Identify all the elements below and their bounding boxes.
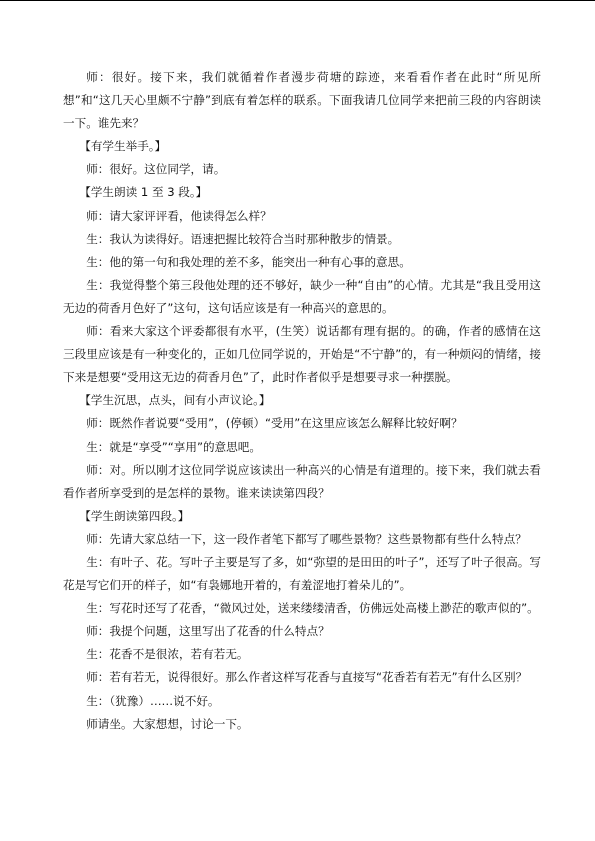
paragraph-12: 生：有叶子、花。写叶子主要是写了多，如“弥望的是田田的叶子”，还写了叶子很高。写花是写它们开的样子，如“有袅娜地开着的，有羞涩地打着朵儿的”。 <box>63 554 541 593</box>
paragraph-11: 师：先请大家总结一下，这一段作者笔下都写了哪些景物？这些景物都有些什么特点？ <box>86 531 527 546</box>
paragraph-15: 生：花香不是很浓，若有若无。 <box>86 647 249 662</box>
paragraph-1: 师：很好。接下来，我们就循着作者漫步荷塘的踪迹，来看看作者在此时“所见所想”和“这几天心里颇不宁静”到底有着怎样的联系。下面我请几位同学来把前三段的内容朗读一下。谁先来？ <box>63 70 541 131</box>
paragraph-5: 生：他的第一句和我处理的差不多，能突出一种有心事的意思。 <box>86 254 411 269</box>
paragraph-9: 生：就是“享受”“享用”的意思吧。 <box>86 439 261 454</box>
stage-direction-1: 【有学生举手。】 <box>79 139 167 154</box>
paragraph-7: 师：看来大家这个评委都很有水平，(生笑）说话都有理有据的。的确，作者的感情在这三段里应该是有一种变化的，正如几位同学说的，开始是“不宁静”的，有一种烦闷的情绪，接下来是想要“受用这无边的荷香月色”了，此时作者似乎是想要寻求一种摆脱。 <box>63 324 541 385</box>
stage-direction-3: 【学生沉思，点头，间有小声议论。】 <box>79 393 271 408</box>
paragraph-6: 生：我觉得整个第三段他处理的还不够好，缺少一种“自由”的心情。尤其是“我且受用这无边的荷香月色好了”这句，这句话应该是有一种高兴的意思的。 <box>63 277 541 315</box>
paragraph-3: 师：请大家评评看，他读得怎么样？ <box>86 208 272 223</box>
stage-direction-4: 【学生朗读第四段。】 <box>79 508 190 523</box>
paragraph-16: 师：若有若无，说得很好。那么作者这样写花香与直接写“花香若有若无”有什么区别？ <box>86 670 528 685</box>
paragraph-4: 生：我认为读得好。语速把握比较符合当时那种散步的情景。 <box>86 231 400 246</box>
document-body <box>63 66 541 736</box>
paragraph-14: 师：我提个问题，这里写出了花香的什么特点？ <box>86 624 330 639</box>
paragraph-8: 师：既然作者说要“受用”，(停顿）“受用”在这里应该怎么解释比较好啊？ <box>86 416 463 431</box>
paragraph-13: 生：写花时还写了花香，“微风过处，送来缕缕清香，仿佛远处高楼上渺茫的歌声似的”。 <box>86 601 539 616</box>
paragraph-17: 生：（犹豫）……说不好。 <box>86 693 220 708</box>
paragraph-10: 师：对。所以刚才这位同学说应该读出一种高兴的心情是有道理的。接下来，我们就去看看作者所享受到的是怎样的景物。谁来读读第四段？ <box>63 462 541 500</box>
top-border-line <box>0 0 595 1</box>
paragraph-2: 师：很好。这位同学，请。 <box>86 162 226 177</box>
stage-direction-2: 【学生朗读 1 至 3 段。】 <box>79 185 208 200</box>
paragraph-18: 师请坐。大家想想，讨论一下。 <box>86 716 249 731</box>
